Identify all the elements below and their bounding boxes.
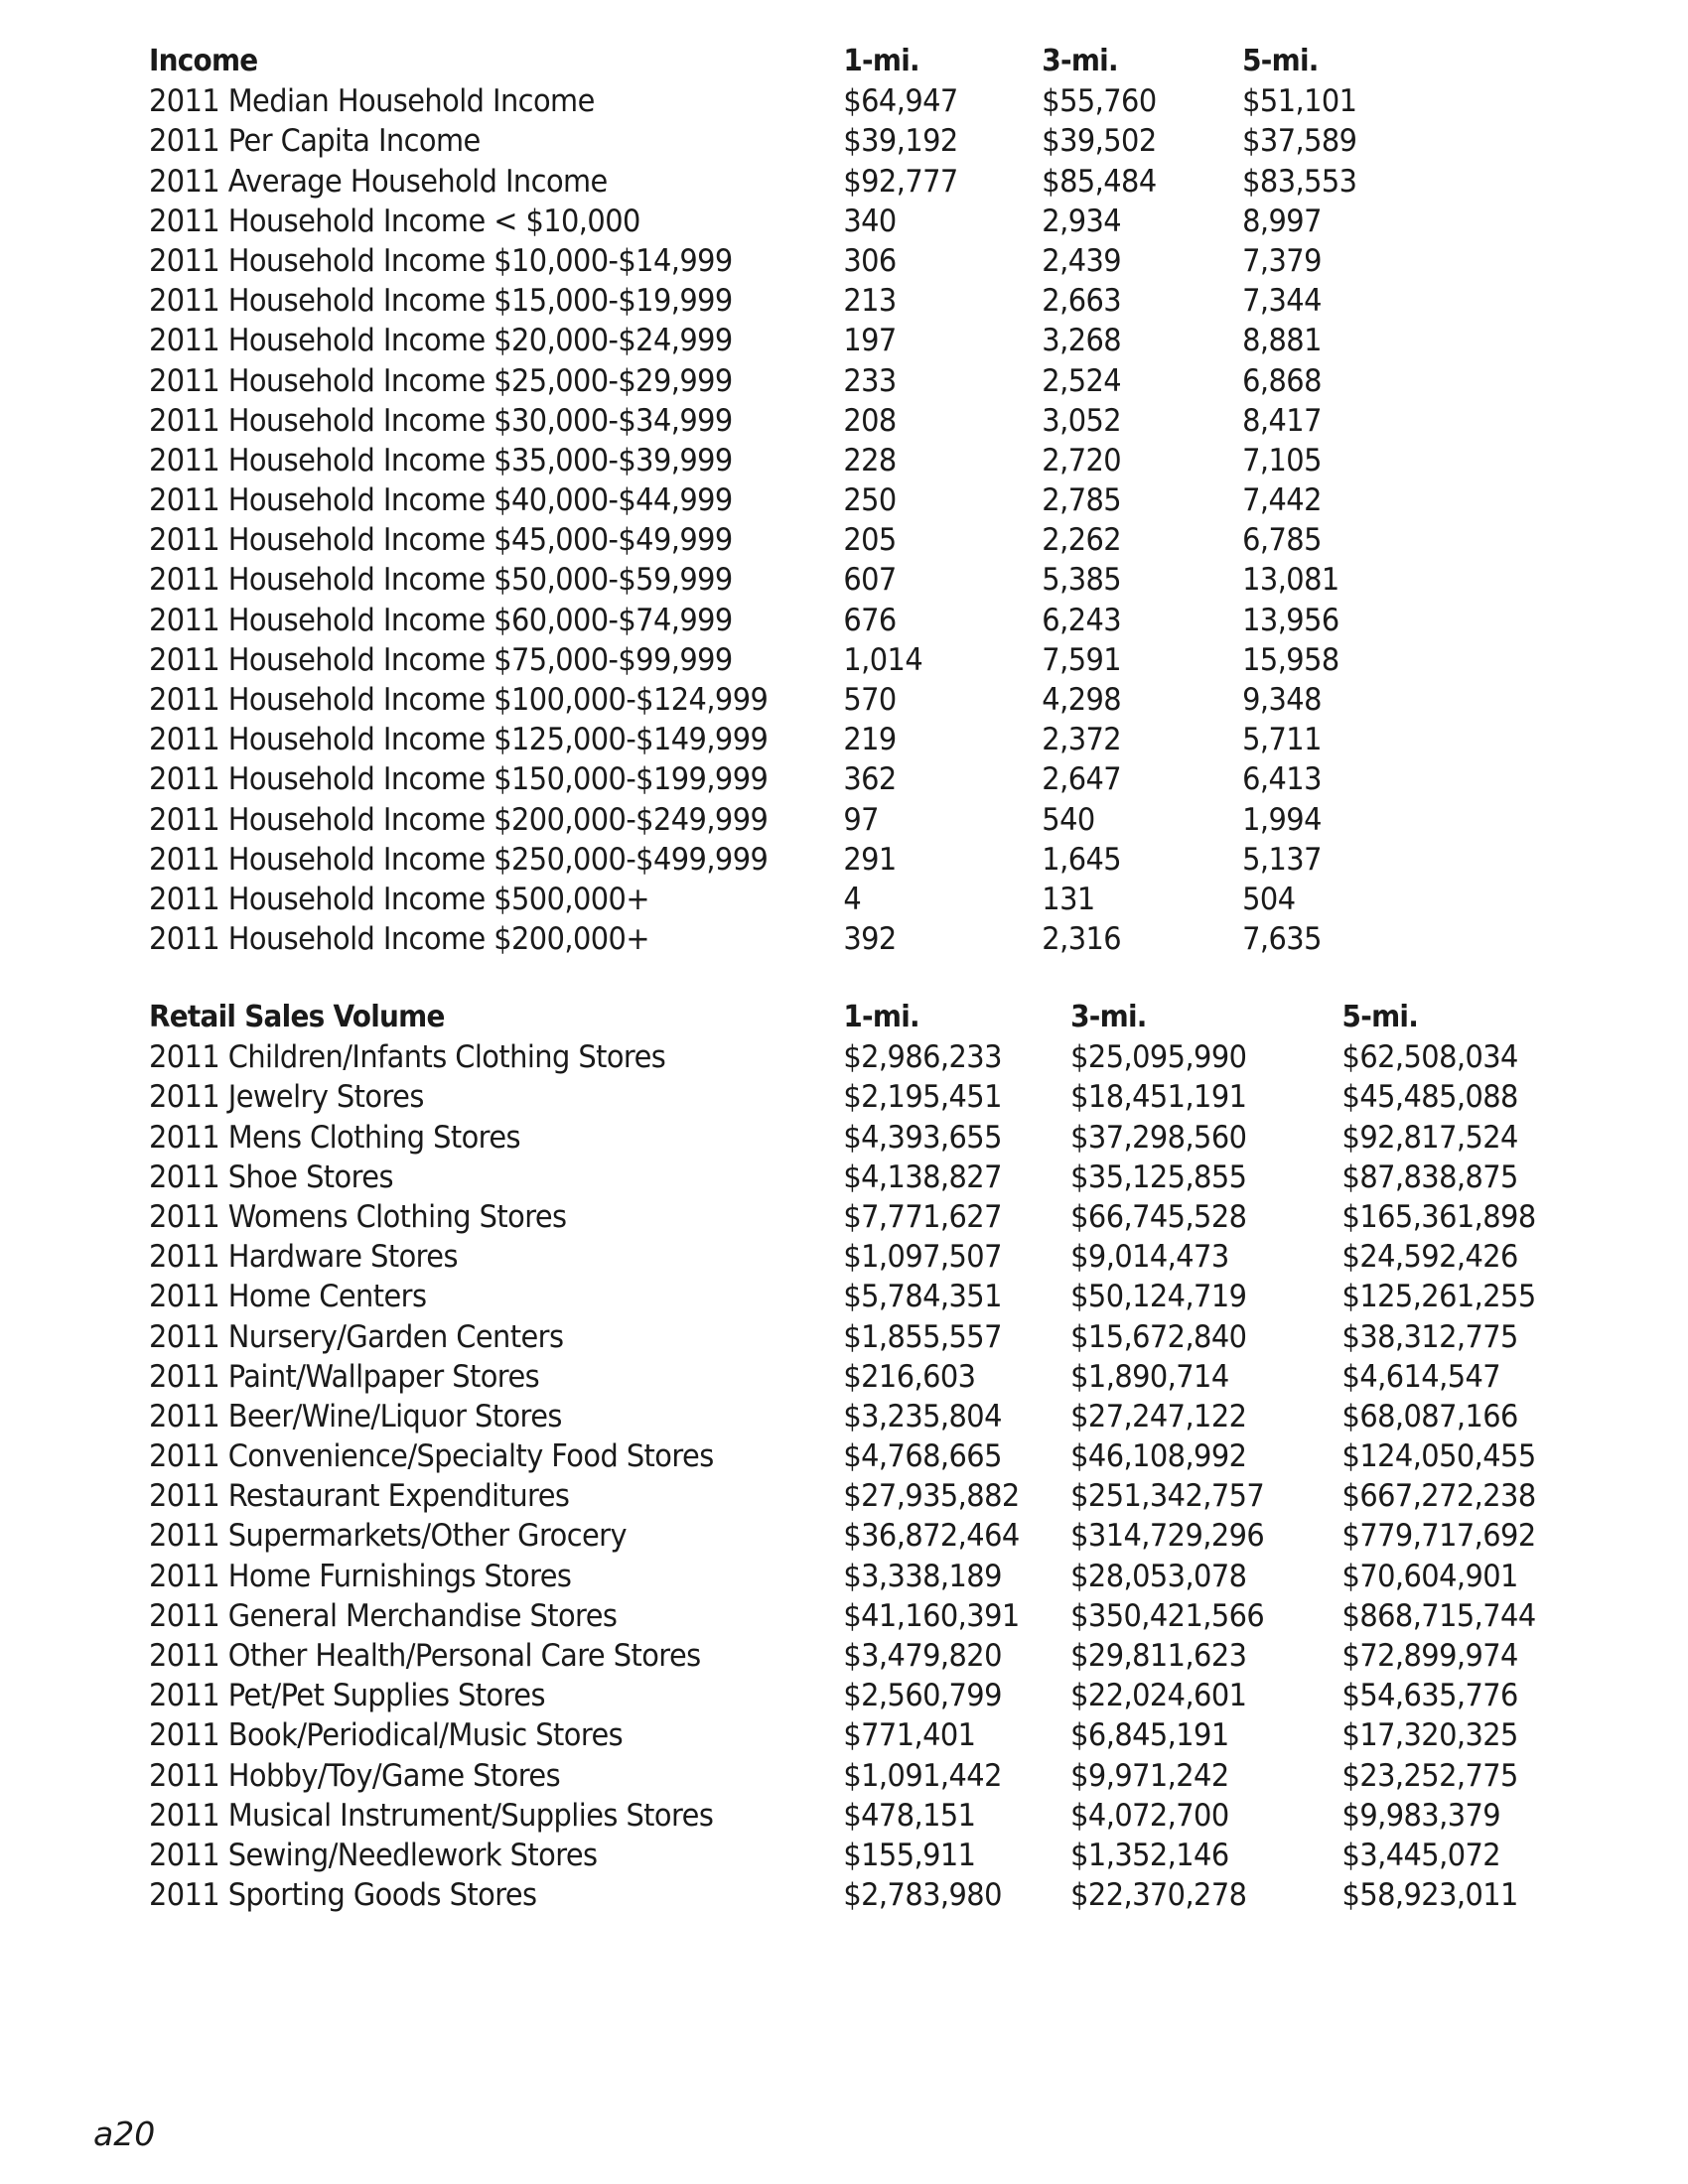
table-row [149,840,1488,880]
column-header-3mi: 3-mi. [1042,44,1118,78]
table-row [149,241,1488,281]
table-row [149,1596,1536,1636]
value-3mi: $350,421,566 [1070,1597,1265,1634]
value-5mi: 7,442 [1242,482,1322,519]
table-row [149,759,1488,799]
value-3mi: $1,890,714 [1070,1358,1229,1395]
income-table [149,42,1589,959]
value-1mi: $4,768,665 [843,1438,1002,1475]
row-label: 2011 Household Income $250,000-$499,999 [149,841,769,878]
value-1mi: 205 [843,522,897,559]
value-5mi: 9,348 [1242,682,1322,718]
value-5mi: $3,445,072 [1341,1837,1501,1873]
row-label: 2011 Nursery/Garden Centers [149,1318,564,1355]
table-row [149,81,1488,121]
value-5mi: $62,508,034 [1341,1039,1518,1076]
value-3mi: $22,024,601 [1070,1678,1247,1714]
value-1mi: $3,479,820 [843,1638,1002,1674]
value-1mi: 250 [843,482,897,519]
row-label: 2011 Household Income $100,000-$124,999 [149,682,769,718]
value-5mi: $51,101 [1242,83,1357,120]
value-5mi: 7,344 [1242,283,1322,320]
value-3mi: $39,502 [1042,123,1157,160]
table-row [149,441,1488,480]
row-label: 2011 Book/Periodical/Music Stores [149,1717,624,1754]
value-1mi: $216,603 [843,1358,976,1395]
value-5mi: 13,956 [1242,602,1339,638]
value-1mi: $2,195,451 [843,1079,1002,1116]
row-label: 2011 Mens Clothing Stores [149,1119,520,1156]
value-3mi: 2,663 [1042,283,1122,320]
value-3mi: 2,262 [1042,522,1122,559]
table-row [149,520,1488,560]
row-label: 2011 Paint/Wallpaper Stores [149,1358,540,1395]
row-label: 2011 Hardware Stores [149,1239,458,1276]
column-header-5mi: 5-mi. [1242,44,1319,78]
value-1mi: $3,235,804 [843,1398,1002,1434]
row-label: 2011 Average Household Income [149,163,608,200]
value-3mi: $9,014,473 [1070,1239,1229,1276]
value-5mi: 6,785 [1242,522,1322,559]
value-5mi: 7,635 [1242,921,1322,958]
value-3mi: $6,845,191 [1070,1717,1229,1754]
row-label: 2011 Shoe Stores [149,1159,393,1195]
value-1mi: 607 [843,562,897,599]
table-row [149,1077,1518,1117]
row-label: 2011 Household Income $150,000-$199,999 [149,761,769,798]
value-5mi: $70,604,901 [1341,1558,1518,1594]
value-3mi: 540 [1042,801,1095,838]
value-5mi: $779,717,692 [1341,1518,1536,1555]
row-label: 2011 Household Income $15,000-$19,999 [149,283,733,320]
table-row [149,1875,1518,1915]
table-row [149,1237,1518,1277]
value-3mi: $18,451,191 [1070,1079,1247,1116]
table-row [149,1715,1518,1755]
table-row [149,880,1488,919]
value-1mi: $1,091,442 [843,1757,1002,1794]
value-3mi: $314,729,296 [1070,1518,1265,1555]
table-row [149,601,1488,640]
row-label: 2011 Per Capita Income [149,123,481,160]
value-1mi: 570 [843,682,897,718]
value-1mi: $155,911 [843,1837,976,1873]
row-label: 2011 Household Income $200,000+ [149,921,649,958]
value-3mi: $9,971,242 [1070,1757,1229,1794]
value-5mi: $124,050,455 [1341,1438,1536,1475]
retail-sales-table [149,998,1589,1915]
value-5mi: 5,711 [1242,722,1322,758]
value-5mi: $868,715,744 [1341,1597,1536,1634]
row-label: 2011 Sewing/Needlework Stores [149,1837,598,1873]
value-1mi: $4,138,827 [843,1159,1002,1195]
row-label: 2011 Household Income $35,000-$39,999 [149,442,733,478]
row-label: 2011 Household Income $200,000-$249,999 [149,801,769,838]
value-3mi: 5,385 [1042,562,1122,599]
value-1mi: $27,935,882 [843,1478,1020,1515]
row-label: 2011 Household Income $10,000-$14,999 [149,242,733,279]
value-1mi: 97 [843,801,879,838]
row-label: 2011 Other Health/Personal Care Stores [149,1638,701,1674]
table-row [149,1557,1518,1596]
value-1mi: 1,014 [843,641,923,678]
value-5mi: 7,379 [1242,242,1322,279]
value-5mi: $87,838,875 [1341,1159,1518,1195]
value-1mi: 392 [843,921,897,958]
row-label: 2011 Pet/Pet Supplies Stores [149,1678,545,1714]
value-1mi: $2,560,799 [843,1678,1002,1714]
value-1mi: 340 [843,203,897,239]
value-5mi: $9,983,379 [1341,1797,1501,1834]
value-1mi: 213 [843,283,897,320]
value-3mi: 3,268 [1042,323,1122,359]
section-title: Income [149,44,258,78]
value-3mi: $28,053,078 [1070,1558,1247,1594]
row-label: 2011 Beer/Wine/Liquor Stores [149,1398,562,1434]
table-row [149,680,1488,720]
value-3mi: 2,647 [1042,761,1122,798]
row-label: 2011 Household Income $125,000-$149,999 [149,722,769,758]
value-1mi: $36,872,464 [843,1518,1020,1555]
table-row [149,1476,1536,1516]
row-label: 2011 Hobby/Toy/Game Stores [149,1757,561,1794]
table-row [149,1158,1518,1197]
value-5mi: $72,899,974 [1341,1638,1518,1674]
table-row [149,1436,1536,1476]
table-row [149,1397,1518,1436]
table-row [149,1836,1501,1875]
value-5mi: 504 [1242,881,1296,917]
value-5mi: $23,252,775 [1341,1757,1518,1794]
row-label: 2011 Household Income $45,000-$49,999 [149,522,733,559]
value-5mi: $38,312,775 [1341,1318,1518,1355]
section-title: Retail Sales Volume [149,1000,445,1034]
value-5mi: $17,320,325 [1341,1717,1518,1754]
value-3mi: $25,095,990 [1070,1039,1247,1076]
retail-header-row [149,998,1488,1037]
value-3mi: $4,072,700 [1070,1797,1229,1834]
table-row [149,321,1488,360]
income-header-row [149,42,1488,81]
value-5mi: $667,272,238 [1341,1478,1536,1515]
value-3mi: 2,372 [1042,722,1122,758]
table-row [149,560,1488,600]
value-5mi: $4,614,547 [1341,1358,1501,1395]
value-5mi: $83,553 [1242,163,1357,200]
value-3mi: 6,243 [1042,602,1122,638]
value-5mi: 7,105 [1242,442,1322,478]
value-5mi: 8,417 [1242,402,1322,439]
value-5mi: $68,087,166 [1341,1398,1518,1434]
value-5mi: 6,413 [1242,761,1322,798]
value-3mi: 2,316 [1042,921,1122,958]
value-3mi: $29,811,623 [1070,1638,1247,1674]
table-row [149,1676,1518,1715]
value-5mi: $54,635,776 [1341,1678,1518,1714]
value-1mi: $39,192 [843,123,958,160]
value-5mi: 8,997 [1242,203,1322,239]
value-5mi: $37,589 [1242,123,1357,160]
value-5mi: 8,881 [1242,323,1322,359]
table-row [149,480,1488,520]
column-header-3mi: 3-mi. [1070,1000,1147,1034]
value-5mi: 6,868 [1242,362,1322,399]
table-row [149,1357,1501,1397]
value-5mi: $165,361,898 [1341,1198,1536,1235]
value-3mi: 7,591 [1042,641,1122,678]
row-label: 2011 Household Income $60,000-$74,999 [149,602,733,638]
row-label: 2011 Sporting Goods Stores [149,1877,537,1914]
page-number: a20 [93,2115,156,2153]
value-1mi: 233 [843,362,897,399]
value-3mi: $15,672,840 [1070,1318,1247,1355]
value-1mi: 219 [843,722,897,758]
value-3mi: $251,342,757 [1070,1478,1265,1515]
retail-rows [149,1037,1589,1915]
value-5mi: $45,485,088 [1341,1079,1518,1116]
value-5mi: 5,137 [1242,841,1322,878]
row-label: 2011 Womens Clothing Stores [149,1198,567,1235]
value-1mi: 197 [843,323,897,359]
value-5mi: 13,081 [1242,562,1339,599]
row-label: 2011 Home Centers [149,1279,427,1315]
value-1mi: $41,160,391 [843,1597,1020,1634]
value-5mi: $58,923,011 [1341,1877,1518,1914]
value-3mi: 2,524 [1042,362,1122,399]
value-5mi: $24,592,426 [1341,1239,1518,1276]
value-1mi: $92,777 [843,163,958,200]
table-row [149,720,1488,759]
value-3mi: 2,720 [1042,442,1122,478]
row-label: 2011 Median Household Income [149,83,595,120]
table-row [149,1317,1518,1357]
value-1mi: $1,855,557 [843,1318,1002,1355]
row-label: 2011 Household Income $75,000-$99,999 [149,641,733,678]
table-row [149,1756,1518,1796]
row-label: 2011 Household Income $50,000-$59,999 [149,562,733,599]
table-row [149,1636,1518,1676]
row-label: 2011 Household Income $40,000-$44,999 [149,482,733,519]
value-1mi: $1,097,507 [843,1239,1002,1276]
value-5mi: 1,994 [1242,801,1322,838]
value-5mi: $92,817,524 [1341,1119,1518,1156]
value-1mi: $7,771,627 [843,1198,1002,1235]
table-row [149,202,1488,241]
row-label: 2011 Household Income $30,000-$34,999 [149,402,733,439]
value-3mi: 131 [1042,881,1095,917]
value-1mi: $5,784,351 [843,1279,1002,1315]
value-1mi: $4,393,655 [843,1119,1002,1156]
value-3mi: 1,645 [1042,841,1122,878]
table-row [149,401,1488,441]
value-5mi: 15,958 [1242,641,1339,678]
value-3mi: $55,760 [1042,83,1157,120]
value-3mi: $46,108,992 [1070,1438,1247,1475]
value-1mi: 362 [843,761,897,798]
column-header-1mi: 1-mi. [843,1000,919,1034]
value-3mi: 2,785 [1042,482,1122,519]
table-row [149,800,1488,840]
row-label: 2011 Household Income $500,000+ [149,881,649,917]
table-row [149,1037,1518,1077]
value-3mi: $85,484 [1042,163,1157,200]
income-rows [149,81,1589,959]
value-3mi: $1,352,146 [1070,1837,1229,1873]
value-1mi: 306 [843,242,897,279]
value-1mi: $2,986,233 [843,1039,1002,1076]
table-row [149,281,1488,321]
row-label: 2011 Children/Infants Clothing Stores [149,1039,666,1076]
table-row [149,640,1488,680]
value-1mi: $2,783,980 [843,1877,1002,1914]
row-label: 2011 Household Income < $10,000 [149,203,640,239]
value-3mi: 2,439 [1042,242,1122,279]
table-row [149,162,1488,202]
value-5mi: $125,261,255 [1341,1279,1536,1315]
row-label: 2011 General Merchandise Stores [149,1597,618,1634]
value-1mi: 291 [843,841,897,878]
value-3mi: 2,934 [1042,203,1122,239]
value-1mi: 4 [843,881,862,917]
row-label: 2011 Supermarkets/Other Grocery [149,1518,627,1555]
value-3mi: $50,124,719 [1070,1279,1247,1315]
value-3mi: $37,298,560 [1070,1119,1247,1156]
value-1mi: $771,401 [843,1717,976,1754]
table-row [149,1118,1518,1158]
table-row [149,1796,1501,1836]
value-1mi: $3,338,189 [843,1558,1002,1594]
row-label: 2011 Musical Instrument/Supplies Stores [149,1797,714,1834]
value-3mi: $35,125,855 [1070,1159,1247,1195]
value-1mi: 208 [843,402,897,439]
table-row [149,919,1488,959]
column-header-5mi: 5-mi. [1341,1000,1419,1034]
value-3mi: 4,298 [1042,682,1122,718]
table-row [149,1277,1536,1316]
row-label: 2011 Restaurant Expenditures [149,1478,570,1515]
row-label: 2011 Home Furnishings Stores [149,1558,572,1594]
row-label: 2011 Household Income $20,000-$24,999 [149,323,733,359]
row-label: 2011 Household Income $25,000-$29,999 [149,362,733,399]
row-label: 2011 Jewelry Stores [149,1079,424,1116]
value-1mi: 676 [843,602,897,638]
table-row [149,361,1488,401]
value-1mi: 228 [843,442,897,478]
value-3mi: $27,247,122 [1070,1398,1247,1434]
value-3mi: $66,745,528 [1070,1198,1247,1235]
column-header-1mi: 1-mi. [843,44,919,78]
value-3mi: $22,370,278 [1070,1877,1247,1914]
row-label: 2011 Convenience/Specialty Food Stores [149,1438,714,1475]
value-3mi: 3,052 [1042,402,1122,439]
value-1mi: $64,947 [843,83,958,120]
table-row [149,121,1488,161]
value-1mi: $478,151 [843,1797,976,1834]
table-row [149,1197,1536,1237]
table-row [149,1516,1536,1556]
